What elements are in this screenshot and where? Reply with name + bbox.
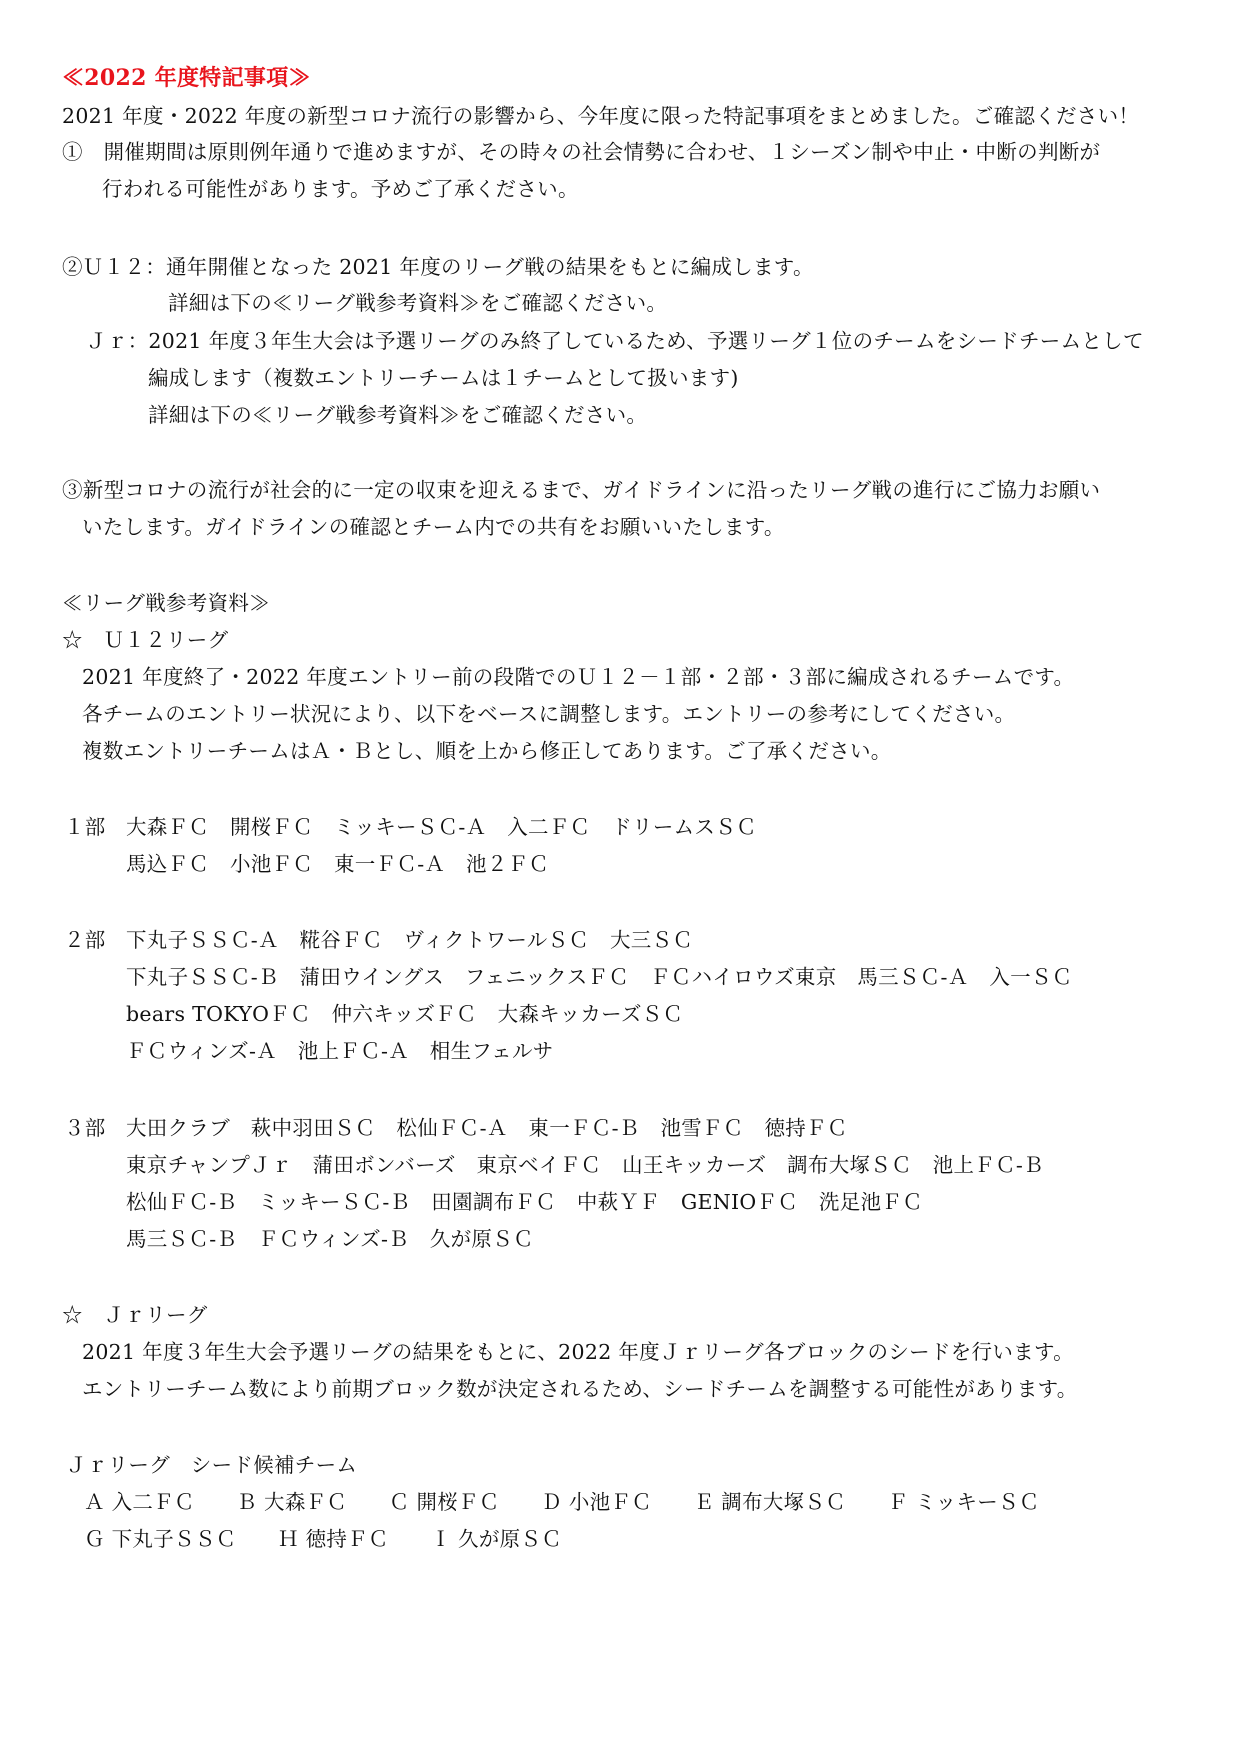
division-3-teams: 東京チャンプＪｒ 蒲田ボンバーズ 東京ベイＦＣ 山王キッカーズ 調布大塚ＳＣ 池上ＦＣ‐Ｂ bbox=[126, 1153, 1044, 1177]
division-3-teams: 馬三ＳＣ‐Ｂ ＦＣウィンズ‐Ｂ 久が原ＳＣ bbox=[126, 1227, 534, 1251]
u12-description-2: 各チームのエントリー状況により、以下をベースに調整します。エントリーの参考にしてください。 bbox=[82, 702, 1016, 726]
division-2-teams: 下丸子ＳＳＣ‐Ｂ 蒲田ウイングス フェニックスＦＣ ＦＣハイロウズ東京 馬三ＳＣ‐Ａ 入一ＳＣ bbox=[126, 965, 1073, 989]
division-1-teams: 馬込ＦＣ 小池ＦＣ 東一ＦＣ‐Ａ 池２ＦＣ bbox=[126, 852, 550, 876]
u12-description-3: 複数エントリーチームはＡ・Ｂとし、順を上から修正してあります。ご了承ください。 bbox=[82, 739, 892, 763]
jr-league-heading: ☆ Ｊｒリーグ bbox=[62, 1303, 208, 1327]
division-1-label: １部 bbox=[64, 815, 106, 839]
division-3-teams: 大田クラブ 萩中羽田ＳＣ 松仙ＦＣ‐Ａ 東一ＦＣ‐Ｂ 池雪ＦＣ 徳持ＦＣ bbox=[126, 1116, 848, 1140]
division-2-label: ２部 bbox=[64, 928, 106, 952]
division-3-teams: 松仙ＦＣ‐Ｂ ミッキーＳＣ‐Ｂ 田園調布ＦＣ 中萩ＹＦ GENIOＦＣ 洗足池ＦＣ bbox=[126, 1190, 923, 1214]
reference-heading: ≪リーグ戦参考資料≫ bbox=[62, 591, 270, 615]
item3-line2: いたします。ガイドラインの確認とチーム内での共有をお願いいたします。 bbox=[82, 515, 785, 539]
intro-text: 2021 年度・2022 年度の新型コロナ流行の影響から、今年度に限った特記事項をまとめました。ご確認ください！ bbox=[62, 104, 1140, 128]
seed-row-1: Ａ 入二ＦＣ Ｂ 大森ＦＣ Ｃ 開桜ＦＣ Ｄ 小池ＦＣ Ｅ 調布大塚ＳＣ Ｆ ミッキーＳＣ bbox=[84, 1490, 1040, 1514]
item2-u12-line2: 詳細は下の≪リーグ戦参考資料≫をご確認ください。 bbox=[168, 291, 668, 315]
document-title: ≪2022 年度特記事項≫ bbox=[62, 65, 311, 91]
item1-line1: ① 開催期間は原則例年通りで進めますが、その時々の社会情勢に合わせ、１シーズン制や中止・中断の判断が bbox=[62, 140, 1101, 164]
u12-description-1: 2021 年度終了・2022 年度エントリー前の段階でのＵ１２－１部・２部・３部に編成されるチームです。 bbox=[82, 665, 1075, 689]
division-2-teams: ＦＣウィンズ‐Ａ 池上ＦＣ‐Ａ 相生フェルサ bbox=[126, 1039, 554, 1063]
item2-jr-line3: 詳細は下の≪リーグ戦参考資料≫をご確認ください。 bbox=[148, 403, 648, 427]
seed-candidates-heading: Ｊｒリーグ シード候補チーム bbox=[66, 1453, 358, 1477]
division-2-teams: bears TOKYOＦＣ 仲六キッズＦＣ 大森キッカーズＳＣ bbox=[126, 1002, 684, 1026]
jr-description-2: エントリーチーム数により前期ブロック数が決定されるため、シードチームを調整する可能性があります。 bbox=[82, 1377, 1078, 1401]
division-2-teams: 下丸子ＳＳＣ‐Ａ 糀谷ＦＣ ヴィクトワールＳＣ 大三ＳＣ bbox=[126, 928, 694, 952]
item2-jr-line1: Ｊｒ：2021 年度３年生大会は予選リーグのみ終了しているため、予選リーグ１位のチームをシードチームとして bbox=[86, 329, 1144, 353]
division-3-label: ３部 bbox=[64, 1116, 106, 1140]
item2-u12-line1: ②Ｕ１２：通年開催となった 2021 年度のリーグ戦の結果をもとに編成します。 bbox=[62, 255, 814, 279]
item3-line1: ③新型コロナの流行が社会的に一定の収束を迎えるまで、ガイドラインに沿ったリーグ戦の進行にご協力お願い bbox=[62, 478, 1101, 502]
division-1-teams: 大森ＦＣ 開桜ＦＣ ミッキーＳＣ‐Ａ 入二ＦＣ ドリームスＳＣ bbox=[126, 815, 757, 839]
seed-row-2: Ｇ 下丸子ＳＳＣ Ｈ 徳持ＦＣ Ｉ 久が原ＳＣ bbox=[84, 1527, 563, 1551]
jr-description-1: 2021 年度３年生大会予選リーグの結果をもとに、2022 年度Ｊｒリーグ各ブロックのシードを行います。 bbox=[82, 1340, 1074, 1364]
item2-jr-line2: 編成します（複数エントリーチームは１チームとして扱います) bbox=[148, 366, 739, 390]
item1-line2: 行われる可能性があります。予めご了承ください。 bbox=[102, 177, 579, 201]
u12-league-heading: ☆ Ｕ１２リーグ bbox=[62, 628, 229, 652]
